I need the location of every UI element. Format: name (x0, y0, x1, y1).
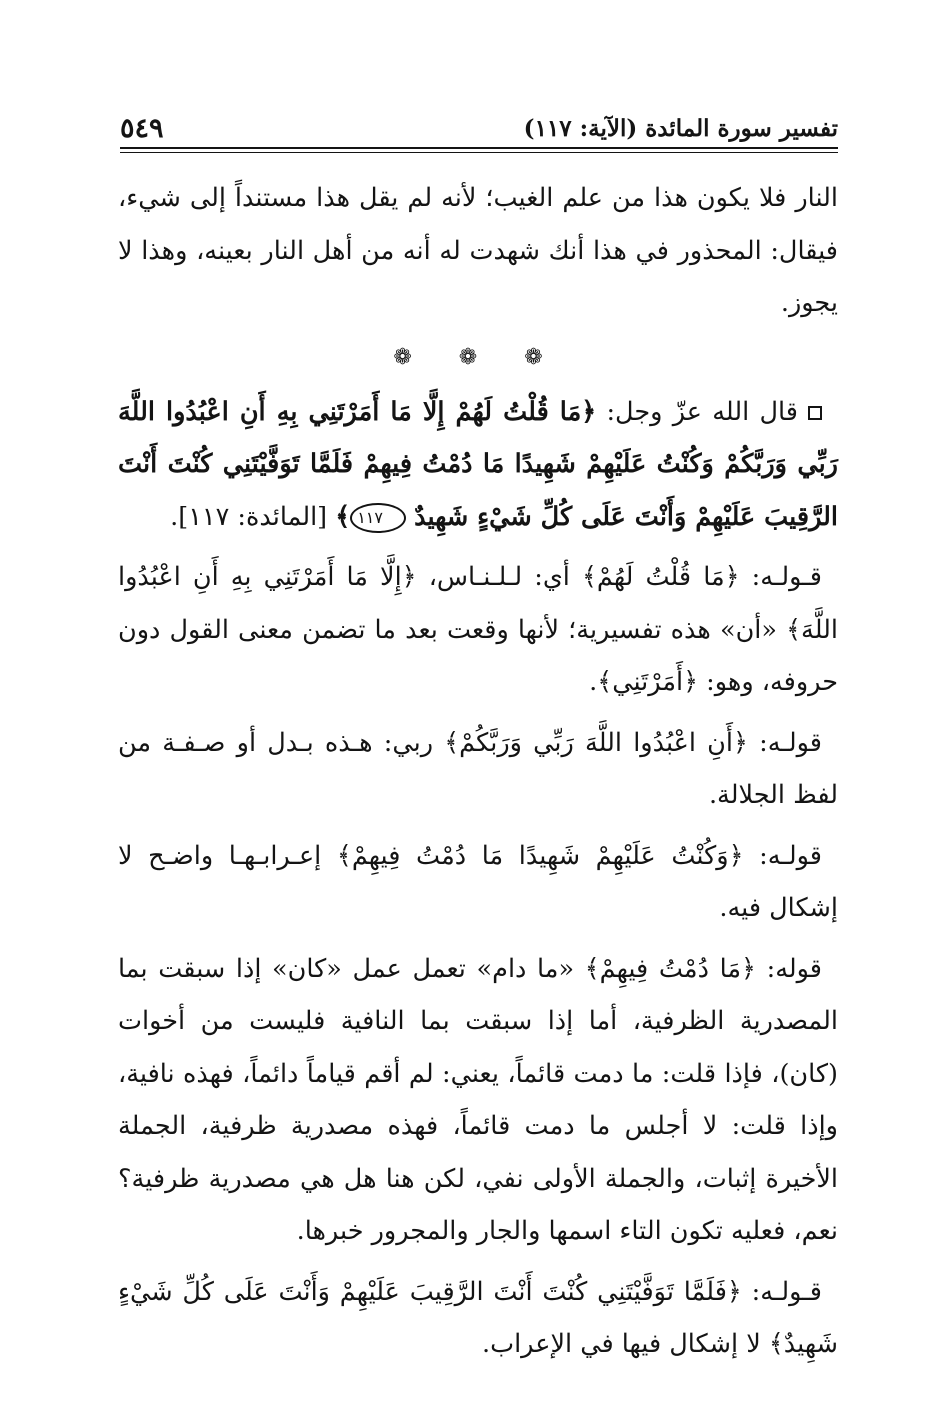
paragraph-continuation: النار فلا يكون هذا من علم الغيب؛ لأنه لم يقل هذا مستنداً إلى شيء، فيقال: المحذور في هذا أنك شهدت له أنه من أهل النار بعينه، وهذا لا يجوز. (118, 183, 838, 318)
page-number: ٥٤٩ (120, 113, 164, 144)
commentary-paragraph: قـولـه: ﴿مَا قُلْتُ لَهُمْ﴾ أي: لـلـنـاس، ﴿إِلَّا مَا أَمَرْتَنِي بِهِ أَنِ اعْبُدُوا اللَّهَ﴾ «أن» هذه تفسيرية؛ لأنها وقعت بعد ما تضمن معنى القول دون حروفه، وهو: ﴿أَمَرْتَنِي﴾. (118, 562, 838, 697)
commentary-paragraph: قـولـه: ﴿فَلَمَّا تَوَفَّيْتَنِي كُنْتَ أَنْتَ الرَّقِيبَ عَلَيْهِمْ وَأَنْتَ عَلَى كُلِّ شَيْءٍ شَهِيدٌ﴾ لا إشكال فيها في الإعراب. (118, 1276, 838, 1359)
header-rule-thin (120, 152, 838, 153)
commentary-paragraph: قوله: ﴿مَا دُمْتُ فِيهِمْ﴾ «ما دام» تعمل عمل «كان» إذا سبقت بما المصدرية الظرفية، أما إذا سبقت بما النافية فليست من أخوات (كان)، فإذا قلت: ما دمت قائماً، يعني: لم أقم قياماً دائماً، فهذه نافية، وإذا قلت: لا أجلس ما دمت قائماً، فهذه مصدرية ظرفية، الجملة الأخيرة إثبات، والجملة الأولى نفي، لكن هنا هل هي مصدرية ظرفية؟ نعم، فعليه تكون التاء اسمها والجار والمجرور خبرها. (118, 953, 838, 1246)
commentary-paragraph: قولـه: ﴿وَكُنْتُ عَلَيْهِمْ شَهِيدًا مَا دُمْتُ فِيهِمْ﴾ إعـرابـهـا واضـح لا إشكال فيه. (118, 840, 838, 923)
verse-paragraph (118, 386, 838, 544)
verse-close-bracket: ﴾ (335, 501, 351, 532)
square-bullet-icon (808, 406, 822, 420)
commentary-paragraph: قولـه: ﴿أَنِ اعْبُدُوا اللَّهَ رَبِّي وَرَبَّكُمْ﴾ ربي: هـذه بـدل أو صـفـة من لفظ الجلالة. (118, 727, 838, 810)
quran-verse: ﴿مَا قُلْتُ لَهُمْ إِلَّا مَا أَمَرْتَنِي بِهِ أَنِ اعْبُدُوا اللَّهَ رَبِّي وَرَبَّكُمْ وَكُنْتُ عَلَيْهِمْ شَهِيدًا مَا دُمْتُ فِيهِمْ فَلَمَّا تَوَفَّيْتَنِي كُنْتَ أَنْتَ الرَّقِيبَ عَلَيْهِمْ وَأَنْتَ عَلَى كُلِّ شَيْءٍ شَهِيدٌ (118, 396, 838, 532)
running-title: تفسير سورة المائدة (الآية: ١١٧) (523, 115, 838, 142)
header-rule (120, 147, 838, 149)
verse-reference: [المائدة: ١١٧]. (170, 501, 336, 532)
section-divider-stars: ❁ ❁ ❁ (393, 344, 563, 370)
page-header (120, 96, 838, 148)
page-body (118, 172, 838, 1379)
verse-number-badge: ١١٧ (350, 503, 406, 533)
verse-intro: قال الله عزّ وجل: (596, 396, 798, 427)
